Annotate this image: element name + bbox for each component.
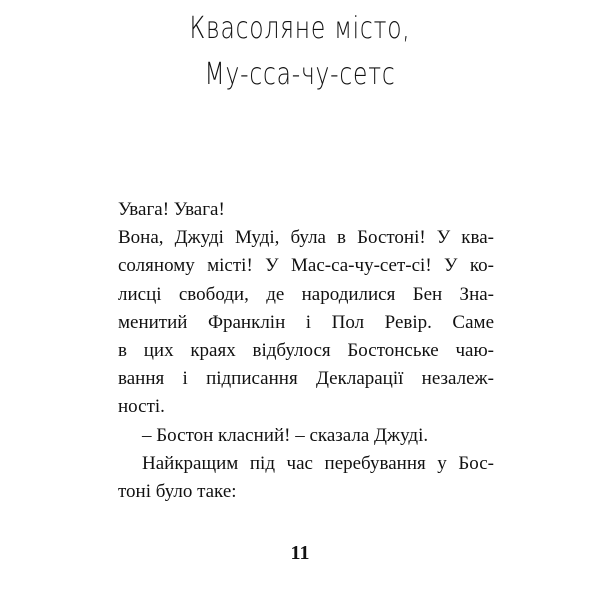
chapter-title — [66, 6, 534, 98]
text-line: тоні було таке: — [118, 481, 237, 503]
text-line: ності. — [118, 396, 165, 418]
text-line: соляному місті! У Мас-са-чу-сет-сі! У ко- — [118, 255, 494, 277]
chapter-title-line-1: Квасоляне місто, — [189, 11, 411, 46]
text-line: Найкращим під час перебування у Бос- — [142, 452, 494, 474]
text-line: лисці свободи, де народилися Бен Зна- — [118, 283, 494, 305]
text-line: Увага! Увага! — [118, 199, 225, 220]
text-line: Вона, Джуді Муді, була в Бостоні! У ква- — [118, 227, 494, 249]
text-line: в цих краях відбулося Бостонське чаю- — [118, 340, 494, 362]
text-line: – Бостон класний! – сказала Джуді. — [142, 424, 429, 446]
text-line: менитий Франклін і Пол Ревір. Саме — [118, 311, 494, 333]
text-line: вання і підписання Декларації незалеж- — [118, 368, 494, 390]
page-number: 11 — [290, 542, 310, 564]
body-text — [118, 196, 494, 506]
chapter-title-line-2: Му-сса-чу-сетс — [204, 57, 396, 92]
